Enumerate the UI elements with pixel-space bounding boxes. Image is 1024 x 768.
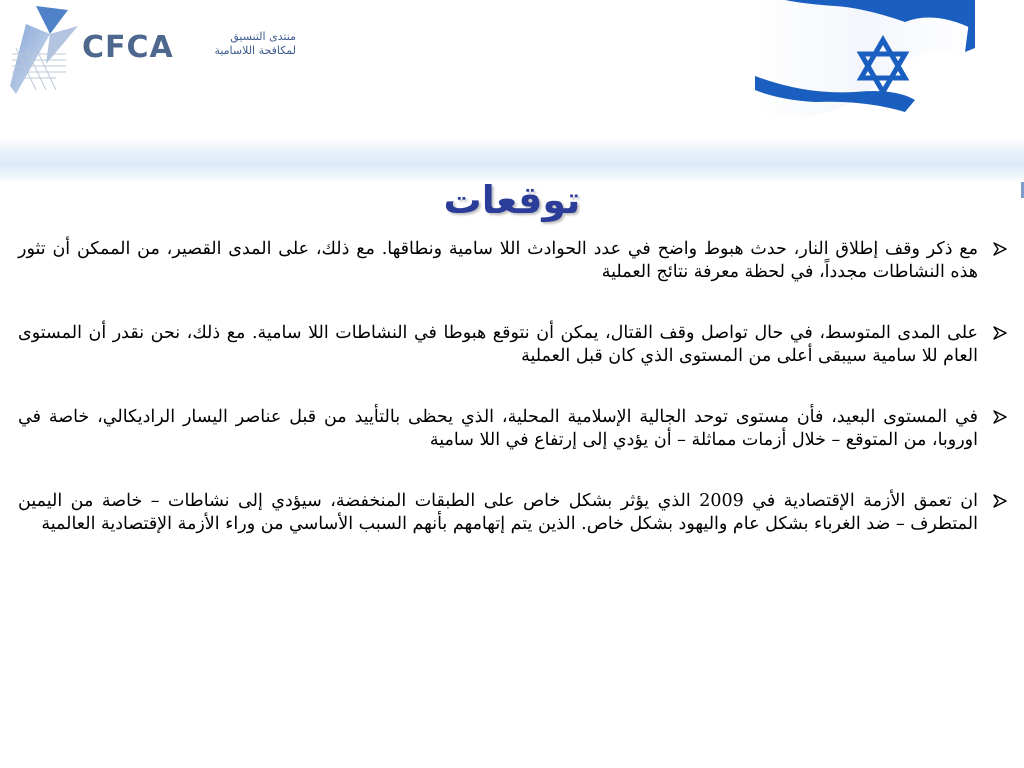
bullet-item [18, 406, 1014, 452]
arrow-checkmark-bullet-icon [992, 493, 1008, 509]
bullet-text: على المدى المتوسط، في حال تواصل وقف القتال، يمكن أن نتوقع هبوطا في النشاطات اللا سامية. مع ذلك، نحن نقدر أن المستوى العام للا سامية سيبقى أعلى من المستوى الذي كان قبل العملية [18, 323, 978, 366]
israel-flag-icon [745, 0, 980, 120]
logo-arabic-name [188, 30, 296, 58]
header-band [0, 138, 1024, 182]
cfca-logo [6, 4, 296, 96]
logo-letters: CFCA [82, 30, 174, 65]
arrow-checkmark-bullet-icon [992, 241, 1008, 257]
logo-arabic-line1: منتدى التنسيق [230, 30, 296, 43]
bullet-item [18, 238, 1014, 284]
bullet-item [18, 322, 1014, 368]
arrow-checkmark-bullet-icon [992, 409, 1008, 425]
logo-arabic-line2: لمكافحة اللاسامية [214, 44, 296, 57]
bullet-item [18, 490, 1014, 536]
bullet-list [18, 238, 1014, 574]
slide-title: توقعات [443, 178, 581, 222]
arrow-checkmark-bullet-icon [992, 325, 1008, 341]
bullet-text: مع ذكر وقف إطلاق النار، حدث هبوط واضح في عدد الحوادث اللا سامية ونطاقها. مع ذلك، على المدى القصير، من الممكن أن تثور هذه النشاطات مجدداً، في لحظة معرفة نتائج العملية [18, 239, 978, 282]
bullet-text: في المستوى البعيد، فأن مستوى توحد الجالية الإسلامية المحلية، الذي يحظى بالتأييد من قبل عناصر اليسار الراديكالي، خاصة في اوروبا، من المتوقع – خلال أزمات مماثلة – أن يؤدي إلى إرتفاع في اللا سامية [18, 407, 978, 450]
bullet-text: ان تعمق الأزمة الإقتصادية في 2009 الذي يؤثر بشكل خاص على الطبقات المنخفضة، سيؤدي إلى نشاطات – خاصة من اليمين المتطرف – ضد الغرباء بشكل عام واليهود بشكل خاص. الذين يتم إتهامهم بأنهم السبب الأساسي من وراء الأزمة الإقتصادية العالمية [18, 491, 978, 534]
